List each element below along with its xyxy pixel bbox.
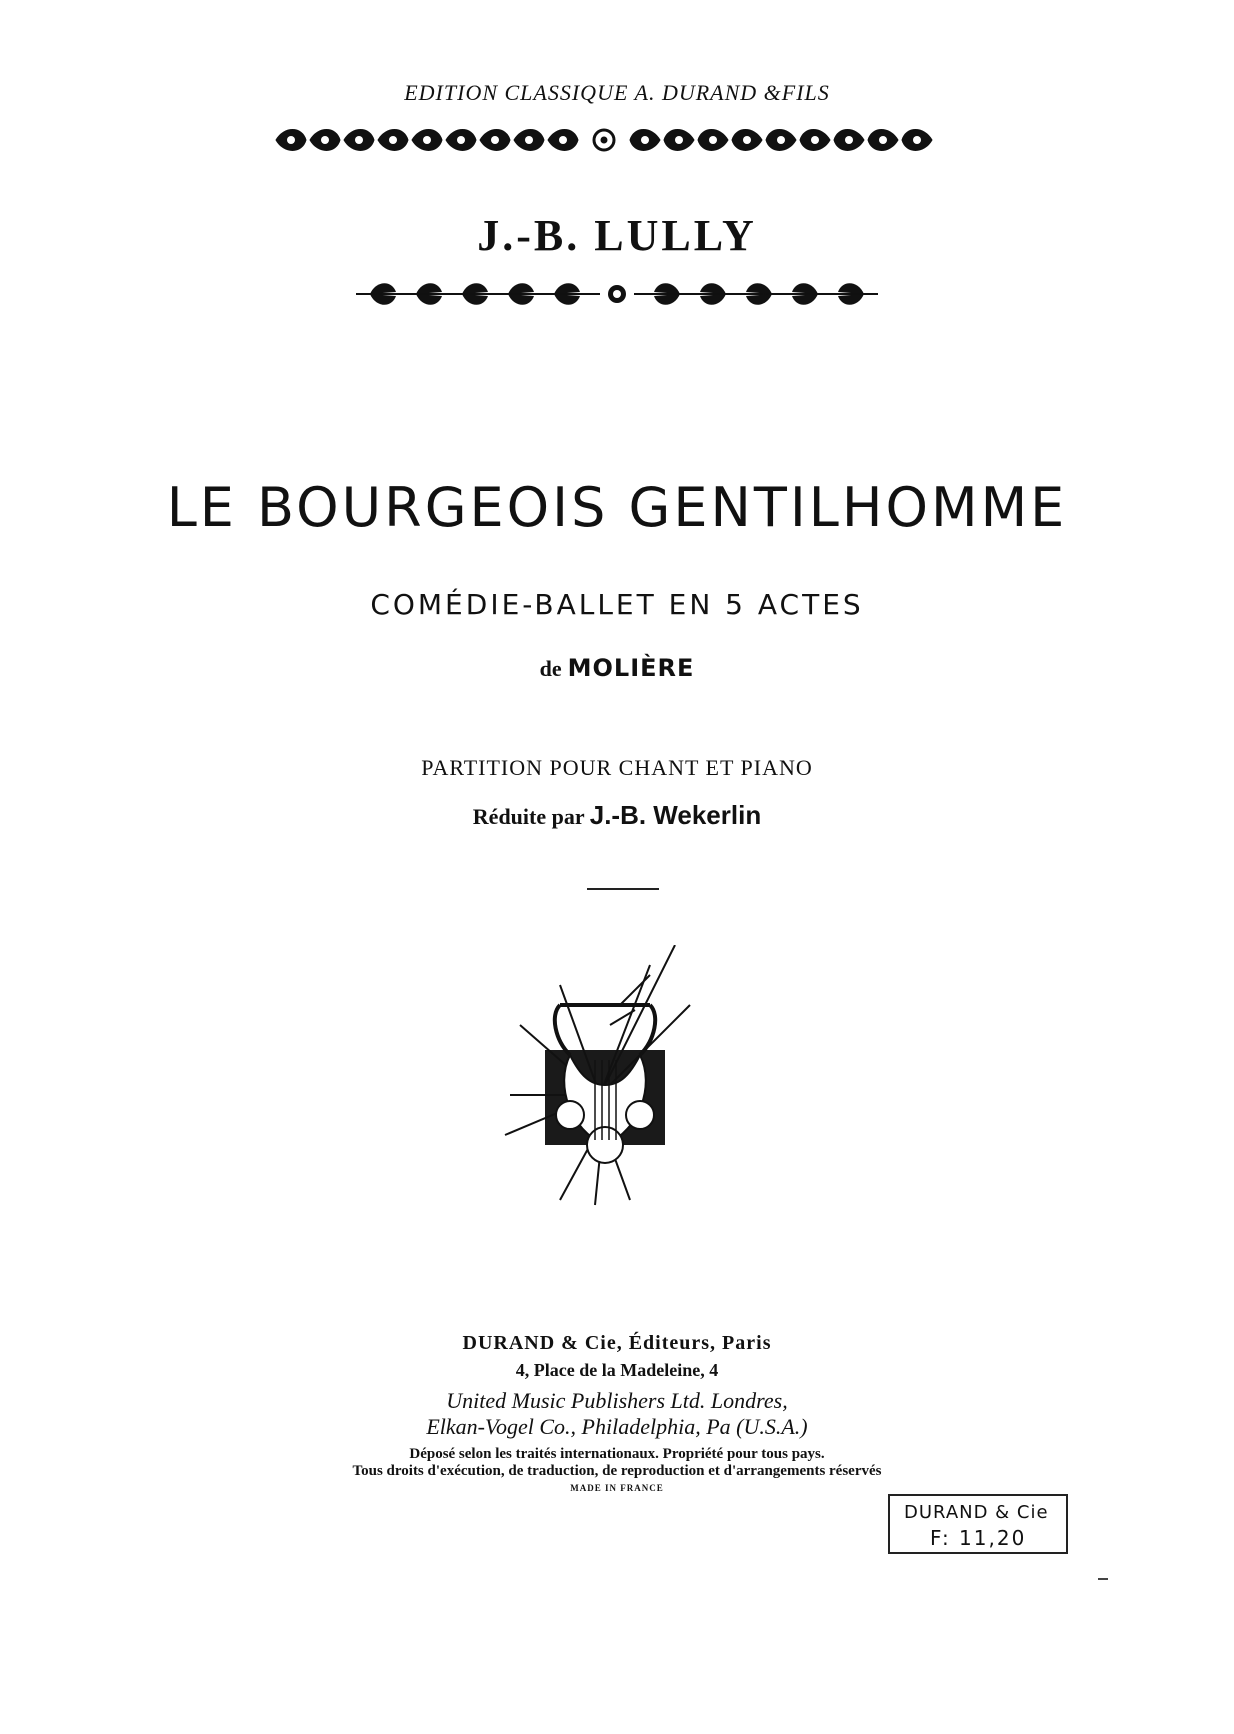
made-in-label: MADE IN FRANCE xyxy=(570,1483,664,1493)
work-title: LE BOURGEOIS GENTILHOMME xyxy=(166,476,1068,539)
stamp-price: F: 11,20 xyxy=(930,1526,1027,1550)
publisher-address: 4, Place de la Madeleine, 4 xyxy=(515,1360,719,1380)
legal-line-2: Tous droits d'exécution, de traduction, de reproduction et d'arrangements réservés xyxy=(352,1463,882,1479)
reduction-line xyxy=(0,800,1234,831)
score-type: PARTITION POUR CHANT ET PIANO xyxy=(421,755,813,780)
composer-name: J.-B. LULLY xyxy=(477,211,757,260)
laurel-border-icon xyxy=(350,272,884,316)
edition-header: EDITION CLASSIQUE A. DURAND &FILS xyxy=(404,80,830,105)
divider-rule xyxy=(587,888,659,890)
price-stamp xyxy=(888,1494,1068,1554)
legal-line-1: Déposé selon les traités internationaux. Propriété pour tous pays. xyxy=(409,1446,825,1462)
agent-london: United Music Publishers Ltd. Londres, xyxy=(446,1388,788,1413)
publisher-name: DURAND & Cie, Éditeurs, Paris xyxy=(462,1332,772,1354)
author-line xyxy=(0,654,1234,683)
work-subtitle: COMÉDIE-BALLET EN 5 ACTES xyxy=(370,588,864,621)
reduction-prefix: Réduite par xyxy=(472,804,585,829)
author-prefix: de xyxy=(539,656,562,681)
reducer-name: J.-B. Wekerlin xyxy=(589,800,762,830)
stamp-mark xyxy=(1098,1578,1108,1580)
lyre-emblem-icon xyxy=(500,945,710,1215)
stamp-publisher: DURAND & Cie xyxy=(904,1502,1049,1523)
agent-usa: Elkan-Vogel Co., Philadelphia, Pa (U.S.A.) xyxy=(426,1414,808,1439)
author-name: MOLIÈRE xyxy=(567,654,695,682)
ornamental-border-top-icon xyxy=(272,122,936,158)
